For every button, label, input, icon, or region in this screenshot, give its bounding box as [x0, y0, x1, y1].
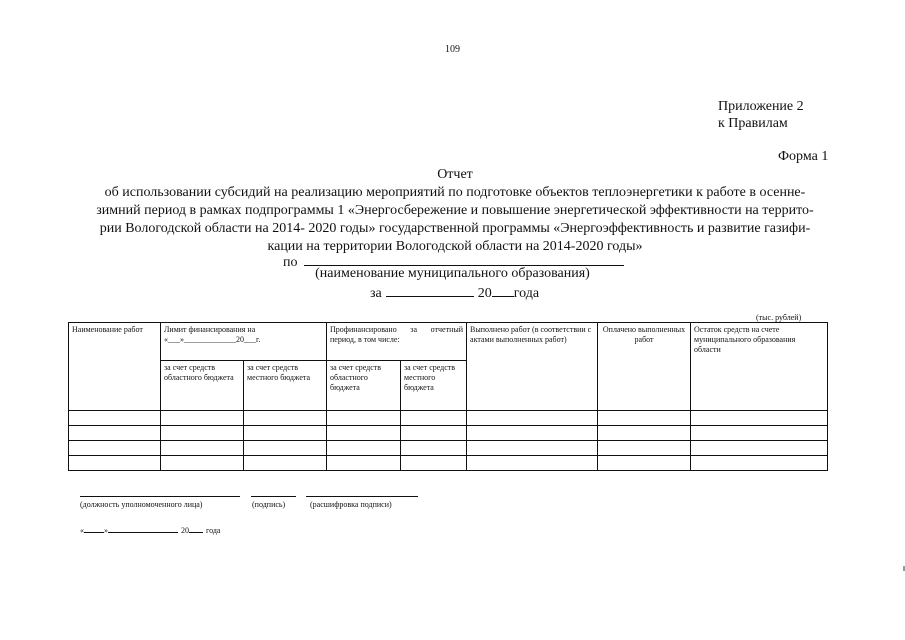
- table-cell[interactable]: [691, 411, 828, 426]
- month-blank[interactable]: [108, 524, 178, 533]
- subheader-limit-local: за счет средств местного бюджета: [244, 361, 327, 411]
- table-cell[interactable]: [244, 456, 327, 471]
- header-works-name: Наименование работ: [69, 323, 161, 411]
- year-prefix: 20: [477, 286, 492, 301]
- header-financing-limit-label: Лимит финансирования на: [164, 325, 256, 334]
- signature-decoding-line[interactable]: [306, 496, 418, 497]
- header-paid-works: Оплачено выполненных работ: [598, 323, 691, 411]
- po-label: по: [283, 255, 298, 270]
- date-field: [80, 524, 220, 535]
- table-cell[interactable]: [401, 441, 467, 456]
- subheader-financed-regional: за счет средств областного бюджета: [327, 361, 401, 411]
- za-label: за: [370, 286, 382, 301]
- report-title: [75, 166, 835, 256]
- table-cell[interactable]: [598, 441, 691, 456]
- signature-decoding-caption: (расшифровка подписи): [310, 500, 392, 509]
- header-financing-limit: [161, 323, 327, 361]
- table-cell[interactable]: [691, 441, 828, 456]
- header-financing-limit-date: «___»_____________20___г.: [164, 335, 261, 344]
- title-line-3: зимний период в рамках подпрограммы 1 «Энергосбережение и повышение энергетической эффективности на террито-: [96, 203, 814, 218]
- period-field: [370, 284, 539, 302]
- title-line-2: об использовании субсидий на реализацию мероприятий по подготовке объектов теплоэнергетики к работе в осенне-: [104, 185, 806, 200]
- appendix-line-2: к Правилам: [718, 116, 788, 131]
- header-financed-period: Профинансировано за отчетный период, в том числе:: [327, 323, 467, 361]
- table-row: [69, 456, 828, 471]
- table-cell[interactable]: [244, 426, 327, 441]
- subheader-financed-local: за счет средств местного бюджета: [401, 361, 467, 411]
- table-cell[interactable]: [401, 411, 467, 426]
- table-cell[interactable]: [467, 441, 598, 456]
- table-header-row: [69, 323, 828, 361]
- table-cell[interactable]: [161, 426, 244, 441]
- table-cell[interactable]: [691, 426, 828, 441]
- day-blank[interactable]: [84, 524, 104, 533]
- table-cell[interactable]: [401, 426, 467, 441]
- table-cell[interactable]: [598, 456, 691, 471]
- position-signature-line[interactable]: [80, 496, 240, 497]
- table-cell[interactable]: [69, 456, 161, 471]
- table-cell[interactable]: [327, 411, 401, 426]
- table-cell[interactable]: [691, 456, 828, 471]
- date-open-quote: «: [80, 526, 84, 535]
- table-row: [69, 441, 828, 456]
- date-year-word: года: [206, 526, 221, 535]
- table-cell[interactable]: [161, 441, 244, 456]
- header-works-completed: Выполнено работ (в соответствии с актами выполненных работ): [467, 323, 598, 411]
- table-cell[interactable]: [598, 426, 691, 441]
- header-balance-remaining: Остаток средств на счете муниципального образования области: [691, 323, 828, 411]
- form-label: Форма 1: [778, 149, 829, 164]
- table-cell[interactable]: [69, 441, 161, 456]
- period-blank[interactable]: [386, 284, 474, 297]
- table-cell[interactable]: [401, 456, 467, 471]
- table-cell[interactable]: [327, 441, 401, 456]
- table-cell[interactable]: [161, 411, 244, 426]
- units-note: (тыс. рублей): [756, 313, 802, 322]
- table-cell[interactable]: [161, 456, 244, 471]
- appendix-reference: [718, 98, 804, 132]
- title-line-5: кации на территории Вологодской области на 2014-2020 годы»: [267, 239, 643, 254]
- signature-caption: (подпись): [252, 500, 286, 509]
- date-year-prefix: 20: [181, 526, 189, 535]
- page-number: 109: [445, 44, 460, 55]
- table-cell[interactable]: [244, 441, 327, 456]
- table-cell[interactable]: [467, 456, 598, 471]
- municipality-blank[interactable]: [304, 253, 624, 266]
- table-cell[interactable]: [244, 411, 327, 426]
- table-cell[interactable]: [467, 426, 598, 441]
- table-cell[interactable]: [69, 411, 161, 426]
- title-line-1: Отчет: [437, 167, 473, 182]
- table-cell[interactable]: [69, 426, 161, 441]
- table-row: [69, 426, 828, 441]
- table-cell[interactable]: [598, 411, 691, 426]
- date-close-quote: »: [104, 526, 108, 535]
- municipality-caption: (наименование муниципального образования): [315, 266, 590, 281]
- table-cell[interactable]: [327, 426, 401, 441]
- subheader-limit-regional: за счет средств областного бюджета: [161, 361, 244, 411]
- appendix-line-1: Приложение 2: [718, 99, 804, 114]
- year-word: года: [513, 286, 540, 301]
- table-row: [69, 411, 828, 426]
- title-line-4: рии Вологодской области на 2014- 2020 годы» государственной программы «Энергоэффективность и развитие газифи-: [99, 221, 811, 236]
- date-year-blank[interactable]: [189, 524, 203, 533]
- table-cell[interactable]: [467, 411, 598, 426]
- signature-line[interactable]: [251, 496, 296, 497]
- position-caption: (должность уполномоченного лица): [80, 500, 203, 509]
- table-cell[interactable]: [327, 456, 401, 471]
- report-table: [68, 322, 828, 471]
- year-blank[interactable]: [492, 284, 514, 297]
